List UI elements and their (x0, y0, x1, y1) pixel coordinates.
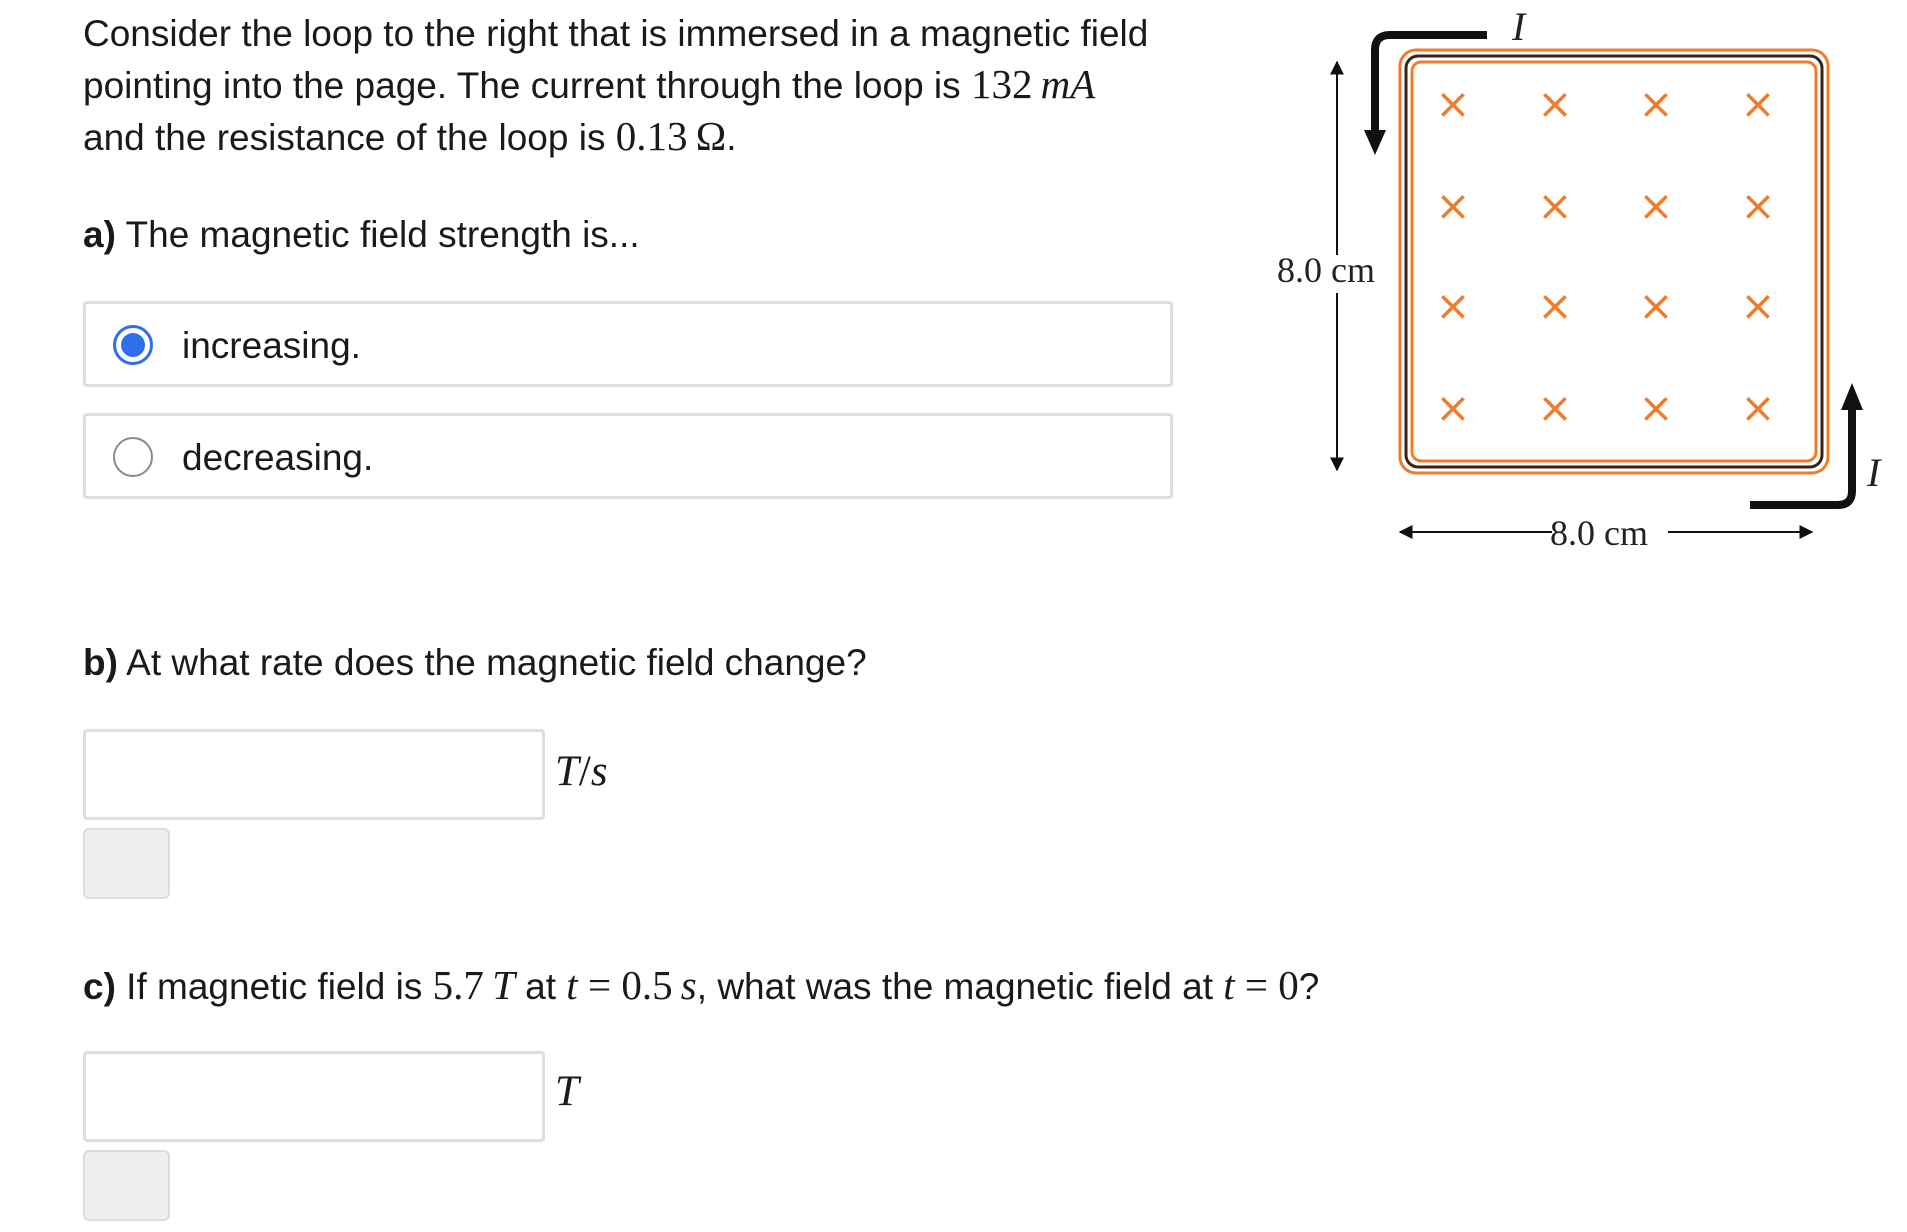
question-c-text-1: If magnetic field is (115, 966, 433, 1007)
intro-end: . (726, 117, 737, 158)
question-a-text: The magnetic field strength is... (115, 214, 640, 255)
current-label-right: I (1867, 450, 1881, 495)
current-value: 132 mA (970, 61, 1096, 107)
field-unit: T (555, 1068, 579, 1115)
height-label: 8.0 cm (1277, 250, 1375, 290)
field-x-mark: × (1740, 79, 1776, 128)
field-x-mark: × (1435, 79, 1471, 128)
submit-button-b[interactable] (83, 828, 170, 899)
radio-selected-icon[interactable] (113, 325, 153, 365)
current-arrowhead-top (1364, 130, 1386, 155)
field-x-mark: × (1638, 383, 1674, 432)
field-x-mark: × (1638, 79, 1674, 128)
question-a-title (83, 212, 640, 258)
field-x-mark: × (1435, 181, 1471, 230)
rate-answer-input[interactable] (83, 729, 545, 820)
field-x-mark: × (1435, 281, 1471, 330)
field-x-mark: × (1638, 181, 1674, 230)
question-c-prefix: c) (83, 966, 116, 1007)
time-expression-1: t = 0.5 s (566, 962, 697, 1008)
resistance-value: 0.13 Ω (615, 113, 727, 159)
current-label-top: I (1512, 4, 1526, 49)
field-value: 5.7 T (432, 962, 515, 1008)
intro-text-2: and the resistance of the loop is (83, 117, 616, 158)
field-x-mark: × (1537, 79, 1573, 128)
question-c-text-3: , what was the magnetic field at (696, 966, 1224, 1007)
current-arrowhead-bottom (1841, 383, 1863, 410)
option-increasing[interactable] (83, 301, 1173, 387)
question-b-title (83, 640, 867, 686)
radio-unselected-icon[interactable] (113, 437, 153, 477)
question-c-text-2: at (514, 966, 567, 1007)
field-x-mark: × (1537, 281, 1573, 330)
option-label-increasing: increasing. (182, 325, 361, 366)
option-decreasing[interactable] (83, 413, 1173, 499)
time-expression-2: t = 0 (1223, 962, 1299, 1008)
field-x-mark: × (1740, 281, 1776, 330)
field-x-mark: × (1537, 181, 1573, 230)
field-x-mark: × (1638, 281, 1674, 330)
rate-unit: T/s (555, 748, 608, 795)
question-c-title (83, 962, 1319, 1010)
question-c-end: ? (1298, 966, 1320, 1007)
width-label: 8.0 cm (1550, 513, 1648, 553)
problem-statement (83, 8, 1163, 163)
question-a-prefix: a) (83, 214, 116, 255)
field-x-mark: × (1537, 383, 1573, 432)
option-label-decreasing: decreasing. (182, 437, 374, 478)
submit-button-c[interactable] (83, 1150, 170, 1221)
intro-text-1: Consider the loop to the right that is immersed in a magnetic field pointing into the page. The current through the loop is (83, 13, 1149, 106)
field-answer-input[interactable] (83, 1051, 545, 1142)
question-b-prefix: b) (83, 642, 118, 683)
loop-figure (1260, 0, 1907, 600)
field-x-mark: × (1740, 181, 1776, 230)
field-x-mark: × (1435, 383, 1471, 432)
question-b-text: At what rate does the magnetic field change? (117, 642, 867, 683)
field-x-mark: × (1740, 383, 1776, 432)
